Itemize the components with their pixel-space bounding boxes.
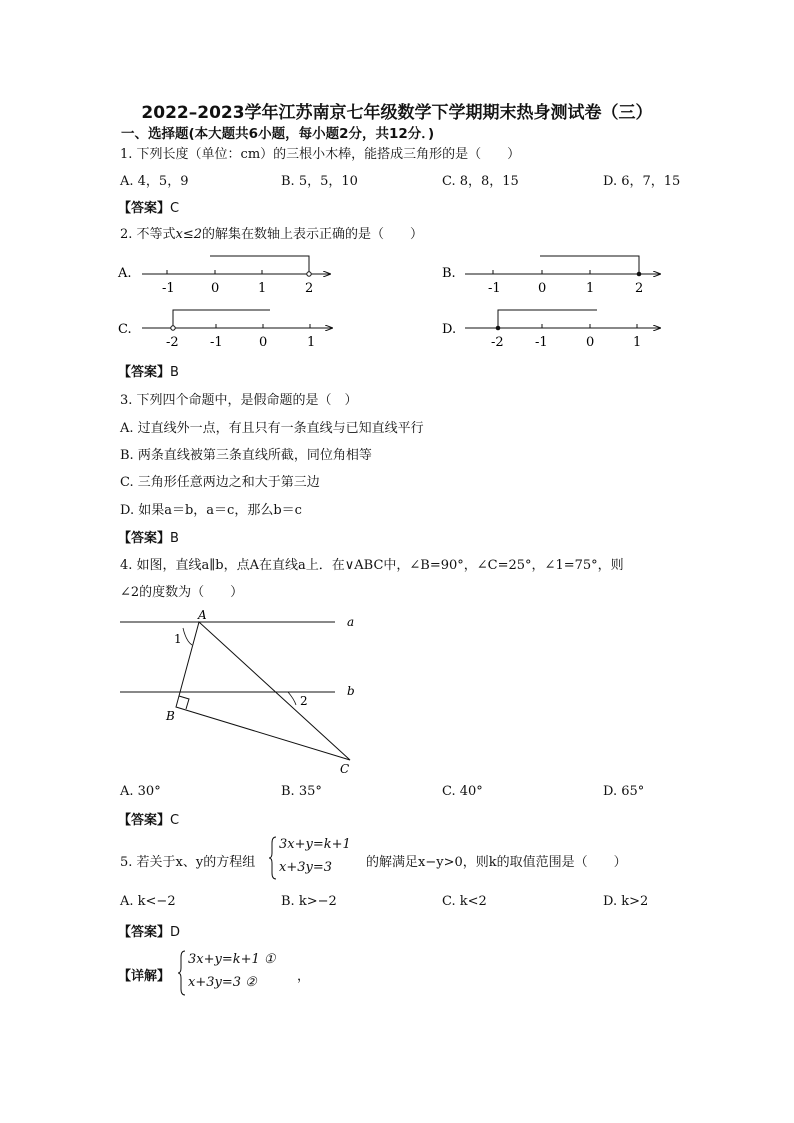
q2-b-tick-label: 2: [635, 281, 644, 296]
q4-option-b: B. 35°: [281, 784, 322, 799]
q2-c-ticks: [173, 324, 310, 328]
q5-answer: 【答案】D: [118, 925, 181, 940]
label-angle-2: 2: [300, 694, 308, 708]
q2-c-solution-bracket: [173, 310, 270, 328]
q5-option-a: A. k<−2: [120, 894, 176, 909]
q2-c-tick-label: 1: [307, 335, 316, 350]
right-angle-mark: [179, 696, 189, 709]
q2-b-tick-label: 1: [586, 281, 595, 296]
q5-stem-post: 的解满足x−y>0，则k的取值范围是（ ）: [366, 855, 627, 870]
q2-a-open-dot: [307, 272, 311, 276]
q5-detail-brace-icon: [177, 949, 187, 997]
q2-a-ticks: [167, 270, 309, 274]
q2-d-tick-label: -1: [535, 335, 548, 350]
q5-option-b: B. k>−2: [281, 894, 337, 909]
label-a-point: A: [198, 608, 207, 622]
label-c-point: C: [340, 762, 350, 776]
q4-stem-line2: ∠2的度数为（ ）: [120, 585, 244, 600]
q2-d-solution-bracket: [498, 310, 597, 328]
q2-a-tick-label: 1: [258, 281, 267, 296]
q1-option-c: C. 8，8，15: [442, 174, 519, 189]
q2-b-solid-dot: [637, 272, 642, 277]
label-line-a: a: [347, 615, 355, 629]
q3-option-c: C. 三角形任意两边之和大于第三边: [120, 475, 320, 490]
q3-option-b: B. 两条直线被第三条直线所截，同位角相等: [120, 448, 372, 463]
q2-b-letter: B.: [442, 266, 456, 281]
q2-number-lines: [110, 248, 690, 358]
q5-stem-pre: 5. 若关于x、y的方程组: [120, 855, 256, 870]
q5-option-d: D. k>2: [603, 894, 649, 909]
q2-answer: 【答案】B: [118, 365, 179, 380]
q2-d-tick-label: 0: [586, 335, 595, 350]
label-line-b: b: [347, 684, 355, 698]
q2-b-tick-label: 0: [538, 281, 547, 296]
q3-option-a: A. 过直线外一点，有且只有一条直线与已知直线平行: [120, 421, 424, 436]
q4-triangle-figure: [110, 605, 370, 785]
q2-d-ticks: [498, 324, 637, 328]
q2-d-tick-label: -2: [491, 335, 504, 350]
q4-option-a: A. 30°: [120, 784, 161, 799]
q5-detail-system: [177, 949, 307, 997]
q1-stem: 1. 下列长度（单位：cm）的三根小木棒，能搭成三角形的是（ ）: [120, 147, 521, 162]
q5-eq2: x+3y=3: [279, 860, 333, 875]
triangle-abc: [176, 622, 350, 760]
q2-c-tick-label: -2: [166, 335, 179, 350]
q1-option-a: A. 4，5，9: [120, 174, 189, 189]
angle-2-arc: [288, 692, 296, 705]
page-title: 2022–2023学年江苏南京七年级数学下学期期末热身测试卷（三）: [141, 103, 653, 123]
q4-option-c: C. 40°: [442, 784, 483, 799]
q5-option-c: C. k<2: [442, 894, 487, 909]
q2-b-ticks: [493, 270, 639, 274]
q2-a-solution-bracket: [210, 256, 309, 274]
q5-eq1: 3x+y=k+1: [279, 837, 351, 852]
q3-answer: 【答案】B: [118, 531, 179, 546]
q2-c-letter: C.: [118, 322, 132, 337]
q2-a-tick-label: 2: [305, 281, 314, 296]
section-heading: 一、选择题(本大题共6小题，每小题2分，共12分．): [121, 126, 435, 142]
q1-option-d: D. 6，7，15: [603, 174, 681, 189]
q5-equation-system: [268, 835, 368, 881]
label-angle-1: 1: [174, 632, 182, 646]
q2-d-solid-dot: [496, 326, 501, 331]
q1-answer: 【答案】C: [118, 201, 180, 216]
q2-stem: 2. 不等式x≤2的解集在数轴上表示正确的是（ ）: [120, 227, 424, 242]
q2-d-letter: D.: [442, 322, 457, 337]
q2-a-tick-label: 0: [211, 281, 220, 296]
q3-stem: 3. 下列四个命题中，是假命题的是（ ）: [120, 393, 358, 408]
q3-option-d: D. 如果a＝b，a＝c，那么b＝c: [120, 503, 302, 518]
q5-detail-eq2: x+3y=3 ②: [188, 975, 257, 990]
q2-b-tick-label: -1: [488, 281, 501, 296]
angle-1-arc: [183, 628, 192, 645]
q2-c-tick-label: -1: [210, 335, 223, 350]
q2-a-letter: A.: [118, 266, 132, 281]
q5-detail-comma: ，: [297, 969, 311, 984]
q5-detail-eq1: 3x+y=k+1 ①: [188, 952, 276, 967]
q2-d-tick-label: 1: [633, 335, 642, 350]
q5-brace-icon: [268, 835, 278, 881]
q4-answer: 【答案】C: [118, 813, 180, 828]
q2-c-tick-label: 0: [259, 335, 268, 350]
label-b-point: B: [166, 709, 175, 723]
q2-c-open-dot: [171, 326, 175, 330]
q2-a-tick-label: -1: [162, 281, 175, 296]
q4-stem-line1: 4. 如图，直线a∥b，点A在直线a上．在∨ABC中，∠B=90°，∠C=25°，∠1=75°，则: [120, 558, 624, 573]
q1-option-b: B. 5，5，10: [281, 174, 358, 189]
q5-detail-tag: 【详解】: [118, 969, 171, 984]
q4-option-d: D. 65°: [603, 784, 645, 799]
